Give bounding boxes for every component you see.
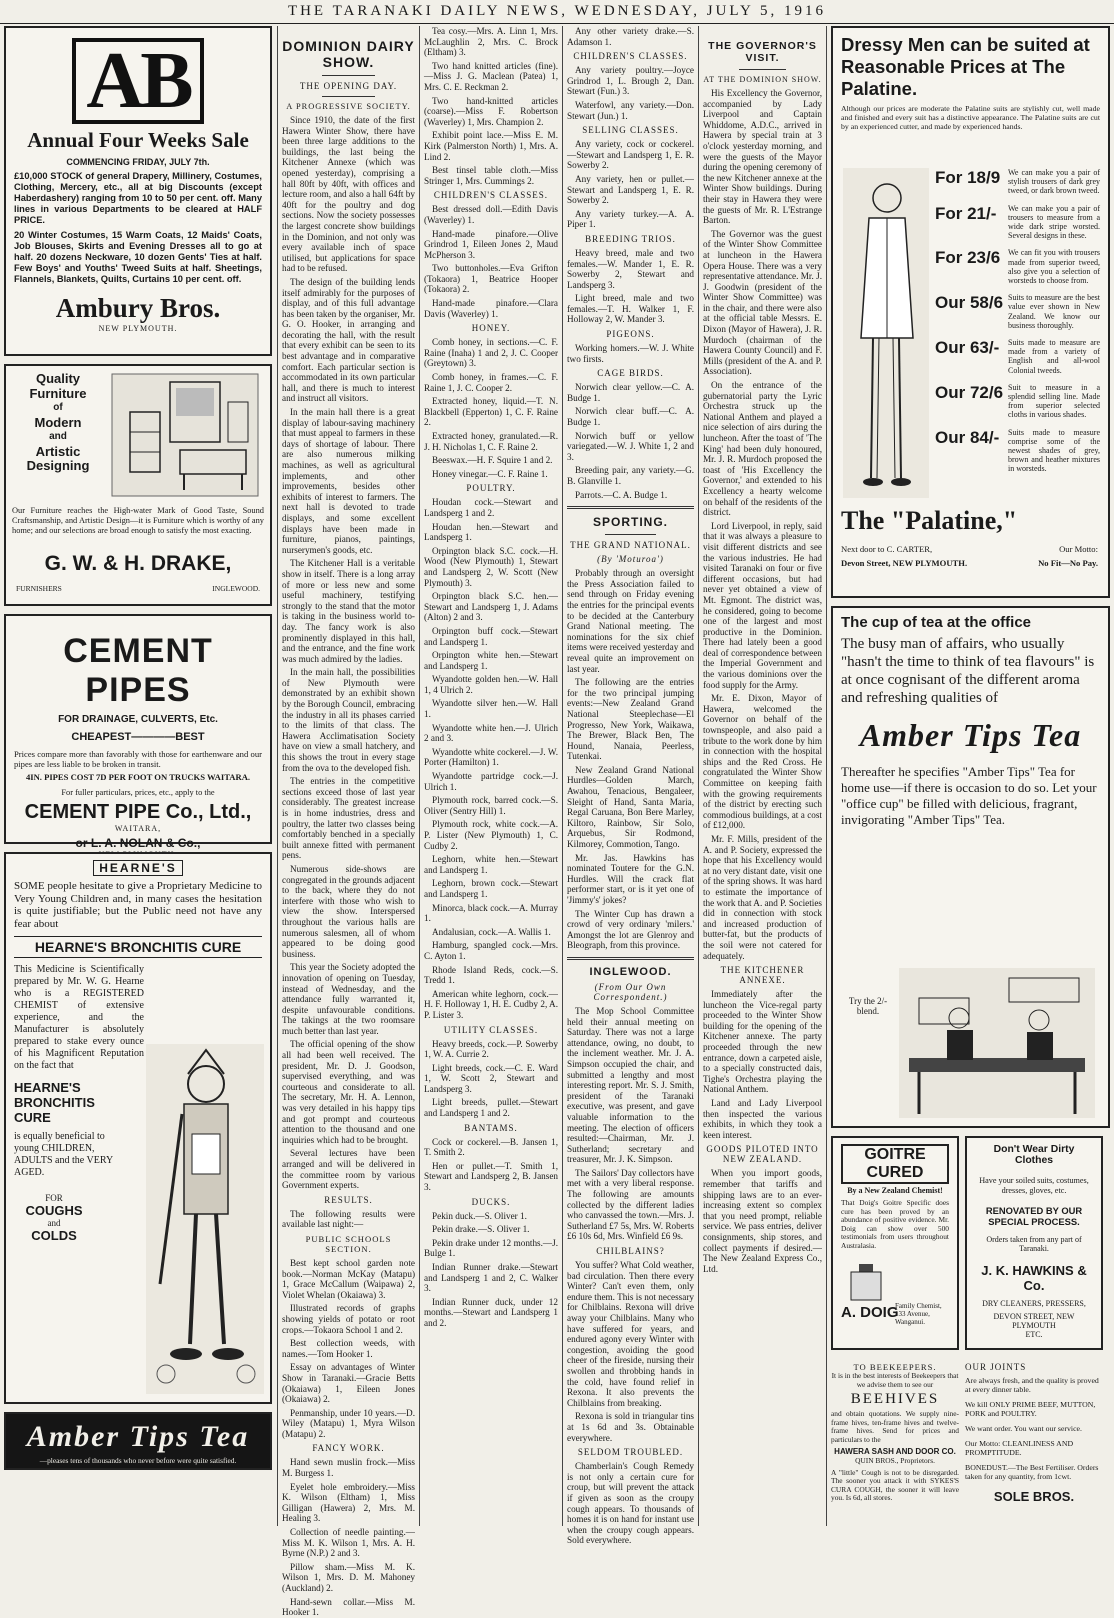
small-ads-row: [831, 1136, 1110, 1358]
column-governor: [703, 26, 822, 1534]
palatine-motto-label: Our Motto:: [1059, 544, 1098, 554]
grand-national-heading: THE GRAND NATIONAL.: [570, 540, 691, 551]
beehives-advertisement: [831, 1358, 959, 1526]
result-entry: Leghorn, white hen.—Stewart and Landsperg 1.: [424, 854, 558, 875]
result-entry: Norwich clear yellow.—C. A. Budge 1.: [567, 382, 694, 403]
result-entry: Comb honey, in sections.—C. F. Raine (Inaha) 1 and 2, J. C. Cooper (Greytown) 3.: [424, 337, 558, 369]
price-row: [935, 383, 1100, 420]
warrior-illustration: [146, 1044, 264, 1394]
result-entry: Hand-made pinafore.—Olive Grindrod 1, Eileen Jones 2, Maud McPherson 3.: [424, 228, 558, 260]
result-entry: Minorca, black cock.—A. Murray 1.: [424, 902, 558, 924]
article-paragraph: The design of the building lends itself admirably for the purposes of display, and of this full advantage has been taken by the organiser, Mr. G. O. Hooker, in arranging and decorating the hall, with the result that every exhibit can be seen to its best advantage and in comparative comfort. Each particular section is accommodated in its own particular hall, and there is much to interest and instruct all visitors.: [282, 276, 415, 404]
beehives-body: It is in the best interests of Beekeepers that we advise them to see our: [831, 1371, 959, 1389]
article-paragraph: When you import goods, remember that tariffs and shipping laws are to an ever-increasing extent so complex that you need prompt, reliable service. We pass entries, deliver consignments, ship stores, and collect payments if desired.—The New Zealand Express Co., Ltd.: [703, 1168, 822, 1274]
drake-line: Furniture: [29, 385, 87, 401]
masthead: THE TARANAKI DAILY NEWS, WEDNESDAY, JULY 5, 1916: [0, 0, 1114, 24]
gentleman-illustration: [843, 168, 929, 498]
column-results: [424, 26, 558, 1534]
drake-furnishers: FURNISHERS: [16, 584, 62, 593]
result-entry: Any variety, hen or pullet.—Stewart and Landsperg 1, E. R. Sowerby 2.: [567, 173, 694, 206]
drake-town: INGLEWOOD.: [212, 584, 260, 593]
result-entry: Wyandotte partridge cock.—J. Ulrich 1.: [424, 771, 558, 792]
hawkins-orders: Orders taken from any part of Taranaki.: [986, 1235, 1082, 1254]
result-entry: Leghorn, brown cock.—Stewart and Landsperg 1.: [424, 878, 558, 899]
sale-body-2: 20 Winter Costumes, 15 Warm Coats, 12 Maids' Coats, Job Blouses, Skirts and Evening Dresses all to go at half. 20 dozens Neckware, 10 dozen Gents' Ties at half. Few Boys' and Youths' Tweed Suits at half. Sheetings, Flannels, Blankets, Quilts, Curtains 10 per cent. off.: [14, 230, 262, 284]
column-dairy-show: [282, 26, 415, 1618]
palatine-advertisement: [831, 26, 1110, 598]
sale-title: Annual Four Weeks Sale: [27, 128, 249, 152]
price-label: For 18/9: [935, 168, 1001, 187]
beehives-to: TO BEEKEEPERS.: [853, 1362, 937, 1372]
result-entry: Light breeds, cock.—C. E. Ward 1, W. Scott 2, Stewart and Landsperg 3.: [424, 1062, 558, 1094]
hearne-and: and: [47, 1218, 61, 1229]
drake-firm: G. W. & H. DRAKE,: [44, 552, 232, 575]
price-note: Suit to measure in a splendid selling line. Made from superior selected cloths in various shades.: [1008, 382, 1100, 420]
drake-line: Quality: [35, 371, 81, 386]
hearne-coughs: COUGHS: [25, 1203, 83, 1219]
result-entry: Best tinsel table cloth.—Miss Stringer 1, Mrs. Cummings 2.: [424, 165, 558, 186]
goods-piloted-heading: GOODS PILOTED INTO NEW ZEALAND.: [706, 1144, 819, 1165]
result-entry: Pekin duck.—S. Oliver 1.: [432, 1210, 527, 1221]
result-entry: Norwich clear buff.—C. A. Budge 1.: [567, 406, 694, 428]
ambury-advertisement: [4, 26, 272, 356]
cement-firm: CEMENT PIPE Co., Ltd.,: [24, 801, 252, 823]
drake-line: Modern: [34, 414, 82, 430]
result-entry: Norwich buff or yellow variegated.—W. J. White 1, 2 and 3.: [567, 430, 694, 462]
tea-headline: The cup of tea at the office: [841, 614, 1032, 631]
price-label: Our 63/-: [935, 338, 1000, 358]
dairy-show-article: [282, 115, 415, 1191]
price-label: For 21/-: [935, 203, 997, 223]
result-entry: Collection of needle painting.—Miss M. K. Wilson 1, Mrs. A. H. Byrne (N.P.) 2 and 3.: [282, 1527, 415, 1559]
price-note: Suits to measure are the best value ever shown in New Zealand. We know our business thoroughly.: [1008, 293, 1100, 330]
governor-headline: THE GOVERNOR'S VISIT.: [708, 40, 817, 64]
article-paragraph: Mr. F. Mills, president of the A. and P. Society, expressed the hope that his Excellency would at no very distant date, visit one of the spring shows. It was hard to estimate the importance of the work that A. and P. Societies did in connection with stock and increased production of butter-fat, but the products of the soil were not catered for adequately.: [703, 833, 822, 961]
result-entry: Best kept school garden note book.—Norman McKay (Matapu) 1, Grace McCallum (Waipawa) 2, Violet Whelan (Okaiawa) 3.: [282, 1257, 415, 1300]
result-entry: Extracted honey, granulated.—R. J. H. Nicholas 1, C. F. Raine 2.: [424, 431, 558, 452]
tea-body: The busy man of affairs, who usually "hasn't the time to think of tea flavours" is at once cognisant of the different aroma and refreshing qualities of: [841, 636, 1095, 706]
result-entry: Houdan hen.—Stewart and Landsperg 1.: [424, 521, 558, 543]
result-entry: Two hand-knitted articles (coarse).—Miss F. Robertson (Waverley) 1, Mrs. Champion 2.: [424, 95, 558, 127]
result-entry: Orpington black S.C. hen.—Stewart and Landsperg 1, J. Adams (Alton) 2 and 3.: [424, 591, 558, 623]
article-paragraph: The Sailors' Day collectors have met with a very liberal response. The following are amounts collected by the different ladies who canvassed the town.—Mrs. J. Sutherland £7 5s, Mrs. W. Roberts £6 10s 6d, Mrs. Winfield £6 9s.: [567, 1167, 695, 1242]
drake-line: and: [49, 431, 67, 442]
sole-motto: Our Motto: CLEANLINESS AND PROMPTITUDE.: [965, 1439, 1074, 1457]
palatine-address-2: Devon Street, NEW PLYMOUTH.: [841, 558, 968, 568]
result-entry: Exhibit point lace.—Miss E. M. Kirk (Palmerston North) 1, Mrs. A. Lind 2.: [424, 130, 558, 162]
result-entry: Pillow sham.—Miss M. K. Wilson 1, Mrs. D. M. Mahoney (Auckland) 2.: [282, 1561, 415, 1593]
result-entry: Comb honey, in frames.—C. F. Raine 1, J. C. Cooper 2.: [424, 372, 558, 393]
result-entry: Rhode Island Reds, cock.—S. Tredd 1.: [424, 964, 558, 986]
cement-cheapest: CHEAPEST————BEST: [71, 731, 205, 743]
result-entry: Best collection weeds, with names.—Tom Hooker 1.: [282, 1338, 415, 1359]
column-ads-left: [4, 26, 272, 1534]
price-label: Our 58/6: [935, 293, 1004, 313]
price-row: [935, 248, 1100, 285]
result-entry: Working homers.—W. J. White two firsts.: [567, 343, 694, 364]
sale-body: £10,000 STOCK of general Drapery, Millinery, Costumes, Clothing, Mercery, etc., all at big Discounts (except Haberdashery) ranging from 10 to 50 per cent. off. Many lines in various Departments to be cleared at HALF PRICE.: [14, 171, 262, 225]
article-paragraph: In the main hall, the possibilities of New Plymouth were demonstrated by an exhibit shown by the Borough Council, embracing the industry in all its phases carried to the limits of that class. The Hawera Acclimatisation Society have on view a small hatchery, and this shows the trout in every stage from the ova to the developed fish.: [282, 667, 415, 773]
hawkins-renovated: RENOVATED BY OUR SPECIAL PROCESS.: [985, 1205, 1083, 1228]
result-entry: Penmanship, under 10 years.—D. Wiley (Matapu) 1, Myra Wilson (Matapu) 2.: [282, 1407, 415, 1439]
cement-title: CEMENT PIPES: [63, 632, 213, 709]
goitre-role: Family Chemist, 133 Avenue, Wanganui.: [895, 1302, 942, 1326]
price-note: Suits made to measure are made from a variety of English and all-wool Colonial tweeds.: [1008, 338, 1100, 375]
hearne-brand: HEARNE'S: [93, 860, 183, 876]
result-entry: Honey vinegar.—C. F. Raine 1.: [432, 468, 548, 479]
article-paragraph: Lord Liverpool, in reply, said that it was always a pleasure to visit different districts and see the various industries. He had visited Taranaki on four or five different occasions, but had never yet obtained a view of Mt. Egmont. The district was, he considered, going to become one of the largest and most productive in the Dominion. There had lately been a good deal of correspondence between the Imperial Government and the various dominions over the food supply for the Army.: [703, 520, 822, 690]
result-entry: Wyandotte silver hen.—W. Hall 1.: [424, 698, 558, 720]
price-row: [935, 428, 1100, 474]
beehives-body-2: and obtain quotations. We supply nine-frame hives, ten-frame hives and twelve-frame hives. Send for prices and particulars to the: [831, 1409, 959, 1444]
price-label: Our 72/6: [935, 382, 1004, 402]
palatine-motto: No Fit—No Pay.: [1038, 558, 1098, 568]
poultry-heading: POULTRY.: [466, 483, 516, 494]
amber-tips-banner: [4, 1412, 272, 1470]
bottle-illustration: [841, 1262, 891, 1302]
result-entry: Plymouth rock, barred cock.—S. Oliver (Sentry Hill) 1.: [424, 795, 558, 816]
results-note: The following results were available last night:—: [282, 1208, 415, 1230]
tea-try: Try the 2/- blend.: [848, 996, 888, 1016]
children-classes-heading: CHILDREN'S CLASSES.: [433, 190, 549, 201]
results-heading: RESULTS.: [324, 1194, 373, 1205]
result-entry: Hamburg, spangled cock.—Mrs. C. Ayton 1.: [424, 940, 558, 961]
dairy-show-subhead: THE OPENING DAY.: [299, 81, 398, 91]
article-paragraph: His Excellency the Governor, accompanied by Lady Liverpool and Captain Whiddome, A.D.C., arrived in Hawera by special train at 3 o'clock yesterday morning, and were the guests of the Mayor during the opening ceremony of the new Kitchener annexe at the Winter Show buildings. During their stay in Hawera they were the guests of Mr. R. L'Estrange Barton.: [703, 88, 822, 226]
result-entry: Two buttonholes.—Eva Grifton (Tokaora) 1, Beatrice Hooper (Tokaora) 2.: [424, 263, 558, 295]
article-paragraph: In the main hall there is a great display of labour-saving machinery that must appeal to farmers in these days of shortage of labour. There are also numerous milking machines, as well as agricultural implements, and other improvements, besides other exhibits of interest to farmers. The next hall is devoted to trade displays, and some excellent displays have been made in furniture, pianos, paintings, nurserymen's goods, etc.: [282, 407, 415, 555]
result-entry: Orpington black S.C. cock.—H. Wood (New Plymouth) 1, Stewart and Landsperg 2, W. Scott (New Plymouth) 3.: [424, 545, 558, 588]
amber-tips-office-advertisement: [831, 606, 1110, 1128]
ambury-town: NEW PLYMOUTH.: [98, 324, 178, 333]
breeding-trios-heading: BREEDING TRIOS.: [585, 233, 676, 244]
hawkins-trade: DRY CLEANERS, PRESSERS,: [982, 1299, 1086, 1309]
result-entry: Best dressed doll.—Edith Davis (Waverley) 1.: [424, 204, 558, 225]
result-entry: Two hand knitted articles (fine).—Miss J. G. Maclean (Patea) 1, Mrs. C. E. Reckman 2.: [424, 60, 558, 92]
honey-heading: HONEY.: [471, 323, 511, 334]
result-entry: Orpington buff cock.—Stewart and Landsperg 1.: [424, 625, 558, 647]
column-rule: [698, 26, 699, 1526]
sale-date: COMMENCING FRIDAY, JULY 7th.: [66, 157, 210, 167]
hearne-colds: COLDS: [31, 1228, 77, 1244]
drake-furniture-advertisement: [4, 364, 272, 606]
article-paragraph: Mr. Jas. Hawkins has nominated Toutere for the G.N. Hurdles. Will the crack flat performer start, or is it yet one of 'Jimmy's' jokes?: [567, 852, 694, 905]
sole-body: Are always fresh, and the quality is proved at every dinner table.: [965, 1376, 1099, 1394]
article-paragraph: Several lectures have been arranged and will be delivered in the committee room by various Government experts.: [282, 1148, 415, 1191]
article-paragraph: Mr. E. Dixon, Mayor of Hawera, welcomed the Governor on behalf of the townspeople, and also paid a tribute to the work done by him in connection with the hospital ships and the Red Cross. He congratulated the Winter Show Committee on keeping faith with the growing requirements of the district by erecting such commodious buildings, at a cost of £12,000.: [703, 693, 822, 831]
article-paragraph: Chamberlain's Cough Remedy is not only a certain cure for croup, but will prevent the attack if given as soon as the croupy cough appears. To thousands of homes it is on hand for instant use when the croupy cough appears. Sold everywhere.: [567, 1461, 694, 1546]
result-entry: Light breeds, pullet.—Stewart and Landsperg 1 and 2.: [424, 1097, 558, 1119]
sole-want: We want order. You want our service.: [965, 1424, 1082, 1433]
cement-further: For fuller particulars, prices, etc., apply to the: [61, 788, 215, 797]
hearne-intro: SOME people hesitate to give a Proprietary Medicine to Very Young Children and, in many cases the hesitation is quite justifiable; but the Public need not have any fear about: [14, 880, 262, 930]
furniture-illustration: [110, 372, 260, 498]
article-paragraph: Land and Lady Liverpool then inspected the various exhibits, in which they took a keen interest.: [703, 1098, 822, 1140]
result-entry: Indian Runner drake.—Stewart and Landsperg 1 and 2, C. Walker 3.: [424, 1262, 558, 1294]
hawkins-body: Have your soiled suits, costumes, dresses, gloves, etc.: [979, 1176, 1089, 1195]
result-entry: American white leghorn, cock.—H. F. Holloway 1, H. E. Cudby 2, A. P. Lister 3.: [424, 988, 558, 1020]
palatine-name: The "Palatine,": [841, 506, 1018, 535]
beehives-props: QUIN BROS., Proprietors.: [855, 1455, 935, 1465]
price-note: We can make you a pair of trousers to measure from a wide dark stripe worsted. Several designs in these.: [1008, 203, 1100, 241]
hearne-bronchitis-advertisement: [4, 852, 272, 1404]
drake-line: Artistic: [35, 443, 81, 459]
governor-subhead: AT THE DOMINION SHOW.: [703, 75, 822, 84]
utility-heading: UTILITY CLASSES.: [443, 1024, 539, 1035]
result-entry: Heavy breed, male and two females.—W. Mander 1, E. R. Sowerby 2, Stewart and Landsperg 3.: [567, 247, 694, 290]
sole-bros-advertisement: [965, 1358, 1103, 1526]
column-rule: [419, 26, 420, 1526]
result-entry: Andalusian, cock.—A. Wallis 1.: [432, 926, 551, 937]
result-entry: Heavy breeds, cock.—P. Sowerby 1, W. A. Currie 2.: [424, 1038, 558, 1060]
hawkins-address: DEVON STREET, NEW PLYMOUTH: [993, 1312, 1075, 1331]
article-paragraph: The following are the entries for the two principal jumping events:—New Zealand Grand National Steeplechase—El Progresso, New York, Waikawa, The Brewer, Black Ben, The Hound, Nanaia, Peerless, Tutenkai.: [567, 677, 694, 762]
children-classes-heading: CHILDREN'S CLASSES.: [573, 51, 688, 62]
result-entry: Indian Runner duck, under 12 months.—Stewart and Landsperg 1 and 2.: [424, 1296, 558, 1328]
result-entry: Extracted honey, liquid.—T. N. Blackbell (Epperton) 1, C. F. Raine 2.: [424, 396, 558, 428]
ducks-heading: DUCKS.: [471, 1196, 511, 1207]
goitre-body: That Doig's Goitre Specific does cure has been proved by an abundance of positive evidence. Mr. Doig can show over 500 testimonials from users throughout Australasia.: [841, 1198, 949, 1250]
cage-birds-heading: CAGE BIRDS.: [597, 368, 664, 379]
sole-firm: SOLE BROS.: [993, 1489, 1075, 1504]
cement-pipes-advertisement: [4, 614, 272, 850]
cough-note: A "little" Cough is not to be disregarded. The sooner you attack it with SYKES'S CURA COUGH, the sooner it will leave you. Is 6d, all stores.: [831, 1467, 959, 1503]
schools-heading: PUBLIC SCHOOLS SECTION.: [305, 1233, 392, 1254]
result-entry: Houdan cock.—Stewart and Landsperg 1 and 2.: [424, 497, 558, 518]
result-entry: Essay on advantages of Winter Show in Taranaki.—Gracie Betts (Okaiawa) 1, Eileen Jones (Okaiawa) 2.: [282, 1362, 415, 1405]
cement-price: 4IN. PIPES COST 7D PER FOOT ON TRUCKS WAITARA.: [25, 772, 251, 782]
result-entry: Plymouth rock, white cock.—A. P. Lister (New Plymouth) 1, C. Cudby 2.: [424, 819, 558, 851]
article-paragraph: Since 1910, the date of the first Hawera Winter Show, there have been three large additions to the buildings, the last being the Kitchener Annexe (which was opened yesterday), comprising a hall 80ft by 40ft, with offices and lecture room, and also a hall 64ft by 40ft for the poultry and dog sections. Now the society possesses the largest concrete show buildings in the Dominion, and not only was every available inch of space utilised, but applications for space had to be refused.: [282, 115, 415, 274]
bantams-heading: BANTAMS.: [464, 1122, 518, 1133]
article-paragraph: The Governor was the guest of the Winter Show Committee at luncheon in the Hawera Opera House. There was a very representative attendance. Mr. J. J. Goodwin (president of the Winter Show Committee) was in the chair, and there were also at the official table Messrs. E. Dixon (Mayor of Hawera), J. R. Murdoch (chairman of the Hawera County Council) and F. Mills (president of the A. and P. Association).: [703, 228, 822, 377]
result-entry: Illustrated records of graphs showing yields of potato or root crops.—Tokaora School 1 and 2.: [282, 1303, 415, 1335]
hearne-for: FOR: [45, 1193, 63, 1204]
kitchener-annexe-heading: THE KITCHENER ANNEXE.: [720, 965, 805, 986]
article-paragraph: The Kitchener Hall is a veritable show in itself. There is a long array of more or less new and some useful machinery, testifying strongly to the stand that the motor is taking in the business world to-day. The fancy work is also prominently displayed in this hall, and the entrance, and the fine work was much admired by the ladies.: [282, 558, 415, 664]
sporting-headline: SPORTING.: [592, 515, 668, 530]
price-label: For 23/6: [935, 248, 1001, 268]
price-row: [935, 338, 1100, 375]
price-row: [935, 168, 1100, 196]
result-entry: Any variety turkey.—A. A. Piper 1.: [567, 208, 694, 230]
hearne-product: HEARNE'S BRONCHITIS CURE: [14, 936, 262, 958]
hawkins-etc: ETC.: [1025, 1330, 1043, 1340]
result-entry: Tea cosy.—Mrs. A. Linn 1, Mrs. McLaughlin 2, Mrs. C. Brock (Eltham) 3.: [424, 26, 558, 58]
price-label: Our 84/-: [935, 427, 1000, 447]
amber-tips-logo: Amber Tips Tea: [859, 717, 1082, 753]
selling-classes-heading: SELLING CLASSES.: [582, 125, 679, 136]
result-entry: Breeding pair, any variety.—G. B. Glanville 1.: [567, 465, 694, 486]
result-entry: Wyandotte white cockerel.—J. W. Porter (Hamilton) 1.: [424, 746, 558, 768]
hearne-benefit: is equally beneficial to young CHILDREN, ADULTS and the VERY AGED.: [14, 1131, 113, 1179]
result-entry: Parrots.—C. A. Budge 1.: [575, 489, 668, 500]
result-entry: Beeswax.—H. F. Squire 1 and 2.: [432, 455, 553, 466]
cement-place: WAITARA,: [114, 824, 162, 833]
dairy-show-subhead-2: A PROGRESSIVE SOCIETY.: [286, 102, 411, 111]
result-entry: Wyandotte white hen.—J. Ulrich 2 and 3.: [424, 722, 558, 744]
sole-headline: OUR JOINTS: [965, 1362, 1027, 1372]
drake-line: of: [53, 402, 63, 413]
goitre-sub: By a New Zealand Chemist!: [847, 1186, 943, 1195]
drake-body: Our Furniture reaches the High-water Mark of Good Taste, Sound Craftsmanship, and Artistic Design—it is Furniture which is worthy of any home; and our selections are broad enough to satisfy the most exacting.: [12, 506, 264, 535]
goitre-firm: A. DOIG: [841, 1304, 899, 1321]
goitre-advertisement: [831, 1136, 959, 1350]
ambury-firm: Ambury Bros.: [55, 293, 221, 323]
price-row: [935, 204, 1100, 241]
result-entry: Wyandotte golden hen.—W. Hall 1, 4 Ulrich 2.: [424, 674, 558, 695]
beehives-title: BEEHIVES: [850, 1391, 940, 1408]
result-entry: Hand sewn muslin frock.—Miss M. Burgess 1.: [282, 1457, 415, 1479]
amber-tips-tagline: —pleases tens of thousands who never before were quite satisfied.: [39, 1456, 237, 1465]
hawkins-headline: Don't Wear Dirty Clothes: [993, 1144, 1075, 1166]
result-entry: Light breed, male and two females.—T. H. Walker 1, F. Holloway 2, W. Mander 3.: [567, 293, 694, 325]
article-paragraph: Probably through an oversight the Press Association failed to send through on Friday evening the entries for the principal events to be decided at the Canterbury Grand National meeting. The nominations for the six chief items were received yesterday and reveal quite an improvement on last year.: [567, 568, 694, 674]
article-paragraph: New Zealand Grand National Hurdles—Golden March, Awahou, Tenacious, Bengaleer, Sleight of Hand, Santa Maria, Regal Caruana, Bon Bere Marley, Kiltoro, Rainbow, Sir Solo, Arquebus, Sir Rodmond, Kilmorey, Commotion, Tango.: [567, 764, 694, 850]
column-sporting: [567, 26, 695, 1546]
office-illustration: [899, 968, 1095, 1118]
result-entry: Orpington white hen.—Stewart and Landsperg 1.: [424, 650, 558, 671]
result-entry: Waterfowl, any variety.—Don. Stewart (Jun.) 1.: [567, 99, 694, 121]
bottom-ads-row: [831, 1358, 1110, 1526]
hawkins-advertisement: [965, 1136, 1103, 1350]
tea-body-2: Thereafter he specifies "Amber Tips" Tea for home use—if there is occasion to do so. Let your "office cup" be filled with delicious, fragrant, invigorating "Amber Tips" Tea.: [841, 764, 1097, 827]
result-entry: Any other variety drake.—S. Adamson 1.: [567, 26, 694, 47]
palatine-address-1: Next door to C. CARTER,: [841, 544, 933, 554]
article-paragraph: The Mop School Committee held their annual meeting on Saturday. There was not a large attendance, owing, no doubt, to the inclement weather. Mr. J. A. Simpson occupied the chair, and submitted a lengthy and most interesting report. Mr. S. J. Smith, president of the Taranaki executive, was present, and gave valuable information to the meeting. The election of officers resulted:—Chairman, Mr. J. Sutherland; secretary and treasurer, Mr. J. K. Simpson.: [567, 1005, 694, 1165]
cement-sub: FOR DRAINAGE, CULVERTS, Etc.: [58, 714, 218, 725]
grand-national-byline: (By 'Moturoa'): [597, 554, 664, 565]
seldom-troubled-heading: SELDOM TROUBLED.: [577, 1447, 684, 1458]
result-entry: Eyelet hole embroidery.—Miss K. Wilson (Eltham) 1, Miss Gilligan (Hawera) 2, Mrs. M. Healing 3.: [282, 1481, 415, 1524]
palatine-price-list: [935, 168, 1100, 482]
column-rule: [826, 26, 827, 1526]
price-row: [935, 293, 1100, 330]
cement-body: Prices compare more than favorably with those for earthenware and our pipes are less liable to be broken in transit.: [14, 749, 262, 769]
article-paragraph: Immediately after the luncheon the Vice-regal party proceeded to the Winter Show building for the opening of the Kitchener annexe. The party proceeded through the new entrance, down a carpeted aisle, to a specially constructed dais, Tighe's Orchestra playing the National Anthem.: [703, 989, 822, 1095]
ab-logo: AB: [72, 38, 203, 124]
article-paragraph: The official opening of the show all had been well received. The president, Mr. D. J. Goodson, supervised everything, and was courteous and considerate to all. The secretary, Mr. H. A. Lennon, was very detailed in his happy tips and got prompt and courteous attention to the thousand and one inquiries which had to be brought.: [282, 1039, 415, 1145]
result-entry: Hand-made pinafore.—Clara Davis (Waverley) 1.: [424, 298, 558, 319]
sole-kill: We kill ONLY PRIME BEEF, MUTTON, PORK and POULTRY.: [965, 1400, 1096, 1418]
article-paragraph: The entries in the competitive sections exceed those of last year considerably. The greatest increase is in home industries, dress and poultry, the latter two classes being comfortably benched in a specially built annexe fitted with permanent pens.: [282, 776, 415, 861]
column-rule: [277, 26, 278, 1526]
goitre-title: GOITRE CURED: [841, 1144, 949, 1184]
palatine-intro: Although our prices are moderate the Palatine suits are stylishly cut, well made and finished and every suit has a distinctive appearance. The Palatine suits are cut by an experienced cutter, and made by experienced hands.: [841, 104, 1100, 131]
article-paragraph: The Winter Cup has drawn a crowd of very ordinary 'milers.' Amongst the lot are Glenroy and Bleograph, from this province.: [567, 908, 694, 951]
price-note: We can make you a pair of stylish trousers of dark grey tweed, or dark brown tweed.: [1008, 168, 1100, 196]
beehives-firm: HAWERA SASH AND DOOR CO.: [834, 1446, 956, 1456]
result-entry: Pekin drake.—S. Oliver 1.: [432, 1224, 530, 1235]
result-entry: Pekin drake under 12 months.—J. Bulge 1.: [424, 1237, 558, 1259]
article-paragraph: This year the Society adopted the innovation of opening on Tuesday, instead of Wednesday, and the attendance fully warranted it, despite unfavourable conditions. The takings at the two roomsare much better than last year.: [282, 962, 415, 1036]
result-entry: Cock or cockerel.—B. Jansen 1, T. Smith 2.: [424, 1136, 558, 1158]
pigeons-heading: PIGEONS.: [606, 329, 655, 340]
article-paragraph: You suffer? What Cold weather, bad circulation. Then there every Winter? Can't even them, only endure them. This is not necessary for Chilblains. Rexona will drive away your Chilblains. Many who have suffered for years, and endured agony every Winter with congestion, avoiding the good cheer of the fireside, nursing their swollen and throbbing hands in the cold, have found relief in Rexona. It also prevents the Chilblains from breaking.: [567, 1260, 694, 1408]
result-entry: Hand-sewn collar.—Miss M. Hooker 1.: [282, 1596, 415, 1618]
price-note: We can fit you with trousers made from superior tweed, also give you a selection of worsteds to choose from.: [1008, 248, 1100, 286]
article-paragraph: Numerous side-shows are congregated in the grounds adjacent to the back, where they do not interfere with those who wish to view the show. Interspersed throughout the various halls are numerous salesmen, all of whom appeared to be doing good business.: [282, 863, 415, 959]
inglewood-byline: (From Our Own Correspondent.): [593, 981, 668, 1002]
palatine-title: Dressy Men can be suited at Reasonable Prices at The Palatine.: [841, 34, 1090, 99]
cement-or: or L. A. NOLAN & Co.,: [75, 836, 201, 850]
hearne-body: This Medicine is Scientifically prepared by Mr. W. G. Hearne who is a REGISTERED CHEMIST of extensive experience, and the Manufacturer is absolutely prepared to stake every ounce of his Magnificent Reputation on the fact that: [14, 964, 144, 1072]
fancy-work-heading: FANCY WORK.: [312, 1443, 385, 1454]
article-paragraph: Rexona is sold in triangular tins at 1s 6d and 3s. Obtainable everywhere.: [567, 1411, 694, 1443]
result-entry: Hen or pullet.—T. Smith 1, Stewart and Landsperg 2, B. Jansen 3.: [424, 1160, 558, 1193]
price-note: Suits made to measure comprise some of the newest shades of grey, brown and heather mixtures in worsteds.: [1008, 427, 1100, 474]
column-ads-right: [831, 26, 1110, 1534]
result-entry: Any variety poultry.—Joyce Grindrod 1, L. Brough 2, Dan. Stewart (Fun.) 3.: [567, 65, 694, 97]
dairy-show-headline: DOMINION DAIRY SHOW.: [282, 38, 415, 70]
hawkins-firm: J. K. HAWKINS & Co.: [981, 1263, 1087, 1294]
chilblains-heading: CHILBLAINS?: [596, 1246, 665, 1257]
result-entry: Any variety, cock or cockerel.—Stewart and Landsperg 1, E. R. Sowerby 2.: [567, 139, 694, 171]
column-rule: [562, 26, 563, 1526]
sole-bonedust: BONEDUST.—The Best Fertiliser. Orders taken for any quantity, from 1cwt.: [965, 1463, 1099, 1481]
drake-line: Designing: [26, 458, 90, 473]
amber-tips-logo: Amber Tips Tea: [26, 1420, 250, 1453]
inglewood-headline: INGLEWOOD.: [589, 965, 672, 978]
article-paragraph: On the entrance of the gubernatorial party the Lyric Orchestra struck up the National Anthem and played a nice selection of airs during the luncheon. After the toast of 'The King' had been duly honoured, Mr. J. R. Murdoch proposed the toast of 'His Excellency the Governor,' and extended to his Excellency a hearty welcome on behalf of the residents of the district.: [703, 380, 822, 518]
hearne-name: HEARNE'S BRONCHITIS CURE: [14, 1080, 95, 1126]
